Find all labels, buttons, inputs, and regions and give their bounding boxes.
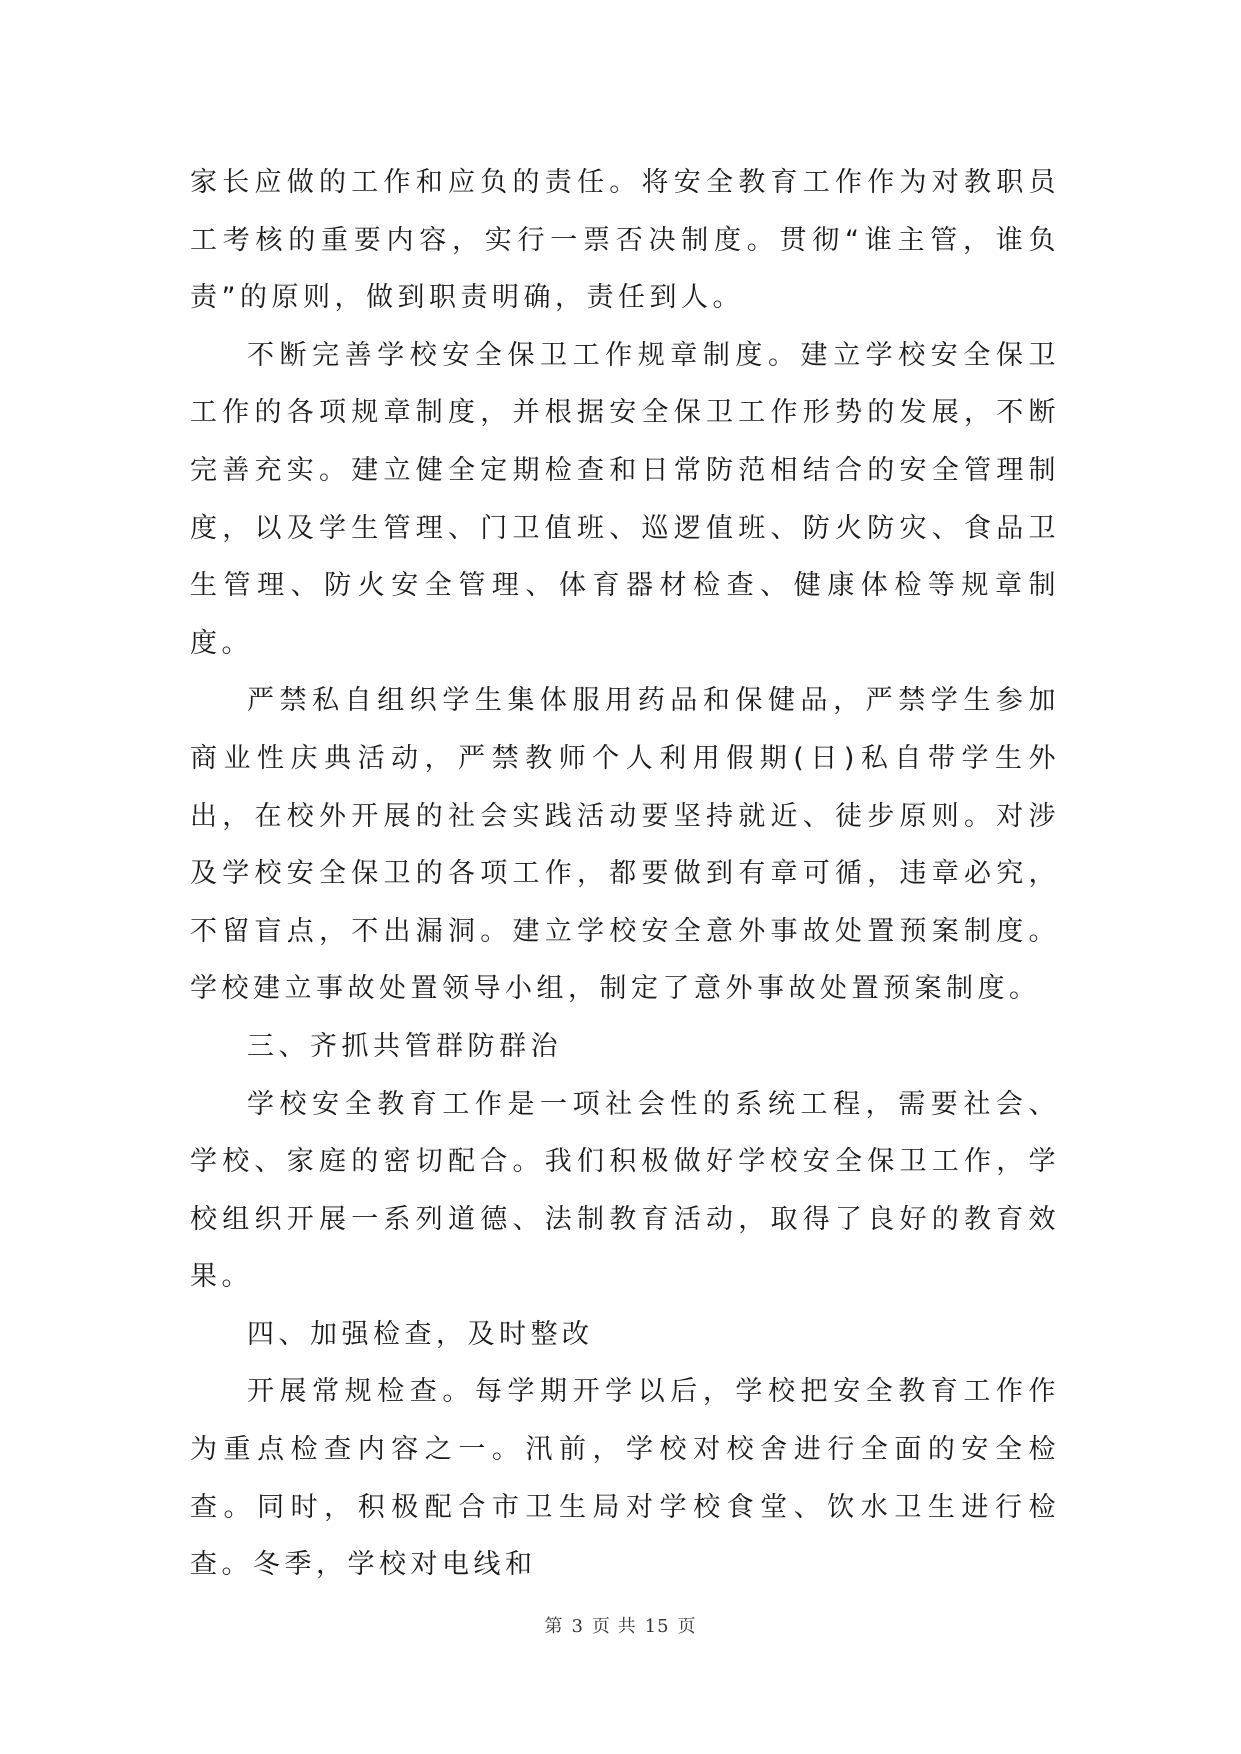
footer-middle: 页 共 xyxy=(591,1616,637,1637)
footer-page-number: 3 xyxy=(571,1616,584,1637)
section-heading-3: 三、齐抓共管群防群治 xyxy=(247,1030,562,1062)
footer-prefix: 第 xyxy=(544,1616,564,1637)
paragraph-5: 开展常规检查。每学期开学以后，学校把安全教育工作作为重点检查内容之一。汛前，学校对校舍进行全面的安全检查。同时，积极配合市卫生局对学校食堂、饮水卫生进行检查。冬季，学校对电线和 xyxy=(190,1376,1060,1581)
paragraph-1: 家长应做的工作和应负的责任。将安全教育工作作为对教职员工考核的重要内容，实行一票否决制度。贯彻“谁主管，谁负责”的原则，做到职责明确，责任到人。 xyxy=(190,167,1060,314)
footer-total-pages: 15 xyxy=(644,1616,670,1637)
footer-suffix: 页 xyxy=(677,1616,697,1637)
paragraph-2: 不断完善学校安全保卫工作规章制度。建立学校安全保卫工作的各项规章制度，并根据安全保卫工作形势的发展，不断完善充实。建立健全定期检查和日常防范相结合的安全管理制度，以及学生管理、门卫值班、巡逻值班、防火防灾、食品卫生管理、防火安全管理、体育器材检查、健康体检等规章制度。 xyxy=(190,339,1060,659)
section-heading-4: 四、加强检查，及时整改 xyxy=(247,1318,594,1350)
paragraph-3: 严禁私自组织学生集体服用药品和保健品，严禁学生参加商业性庆典活动，严禁教师个人利用假期(日)私自带学生外出，在校外开展的社会实践活动要坚持就近、徒步原则。对涉及学校安全保卫的各项工作，都要做到有章可循，违章必究，不留盲点，不出漏洞。建立学校安全意外事故处置预案制度。学校建立事故处置领导小组，制定了意外事故处置预案制度。 xyxy=(190,685,1060,1005)
paragraph-4: 学校安全教育工作是一项社会性的系统工程，需要社会、学校、家庭的密切配合。我们积极做好学校安全保卫工作，学校组织开展一系列道德、法制教育活动，取得了良好的教育效果。 xyxy=(190,1088,1060,1293)
document-body xyxy=(190,154,1060,1594)
page-footer xyxy=(0,1612,1241,1638)
